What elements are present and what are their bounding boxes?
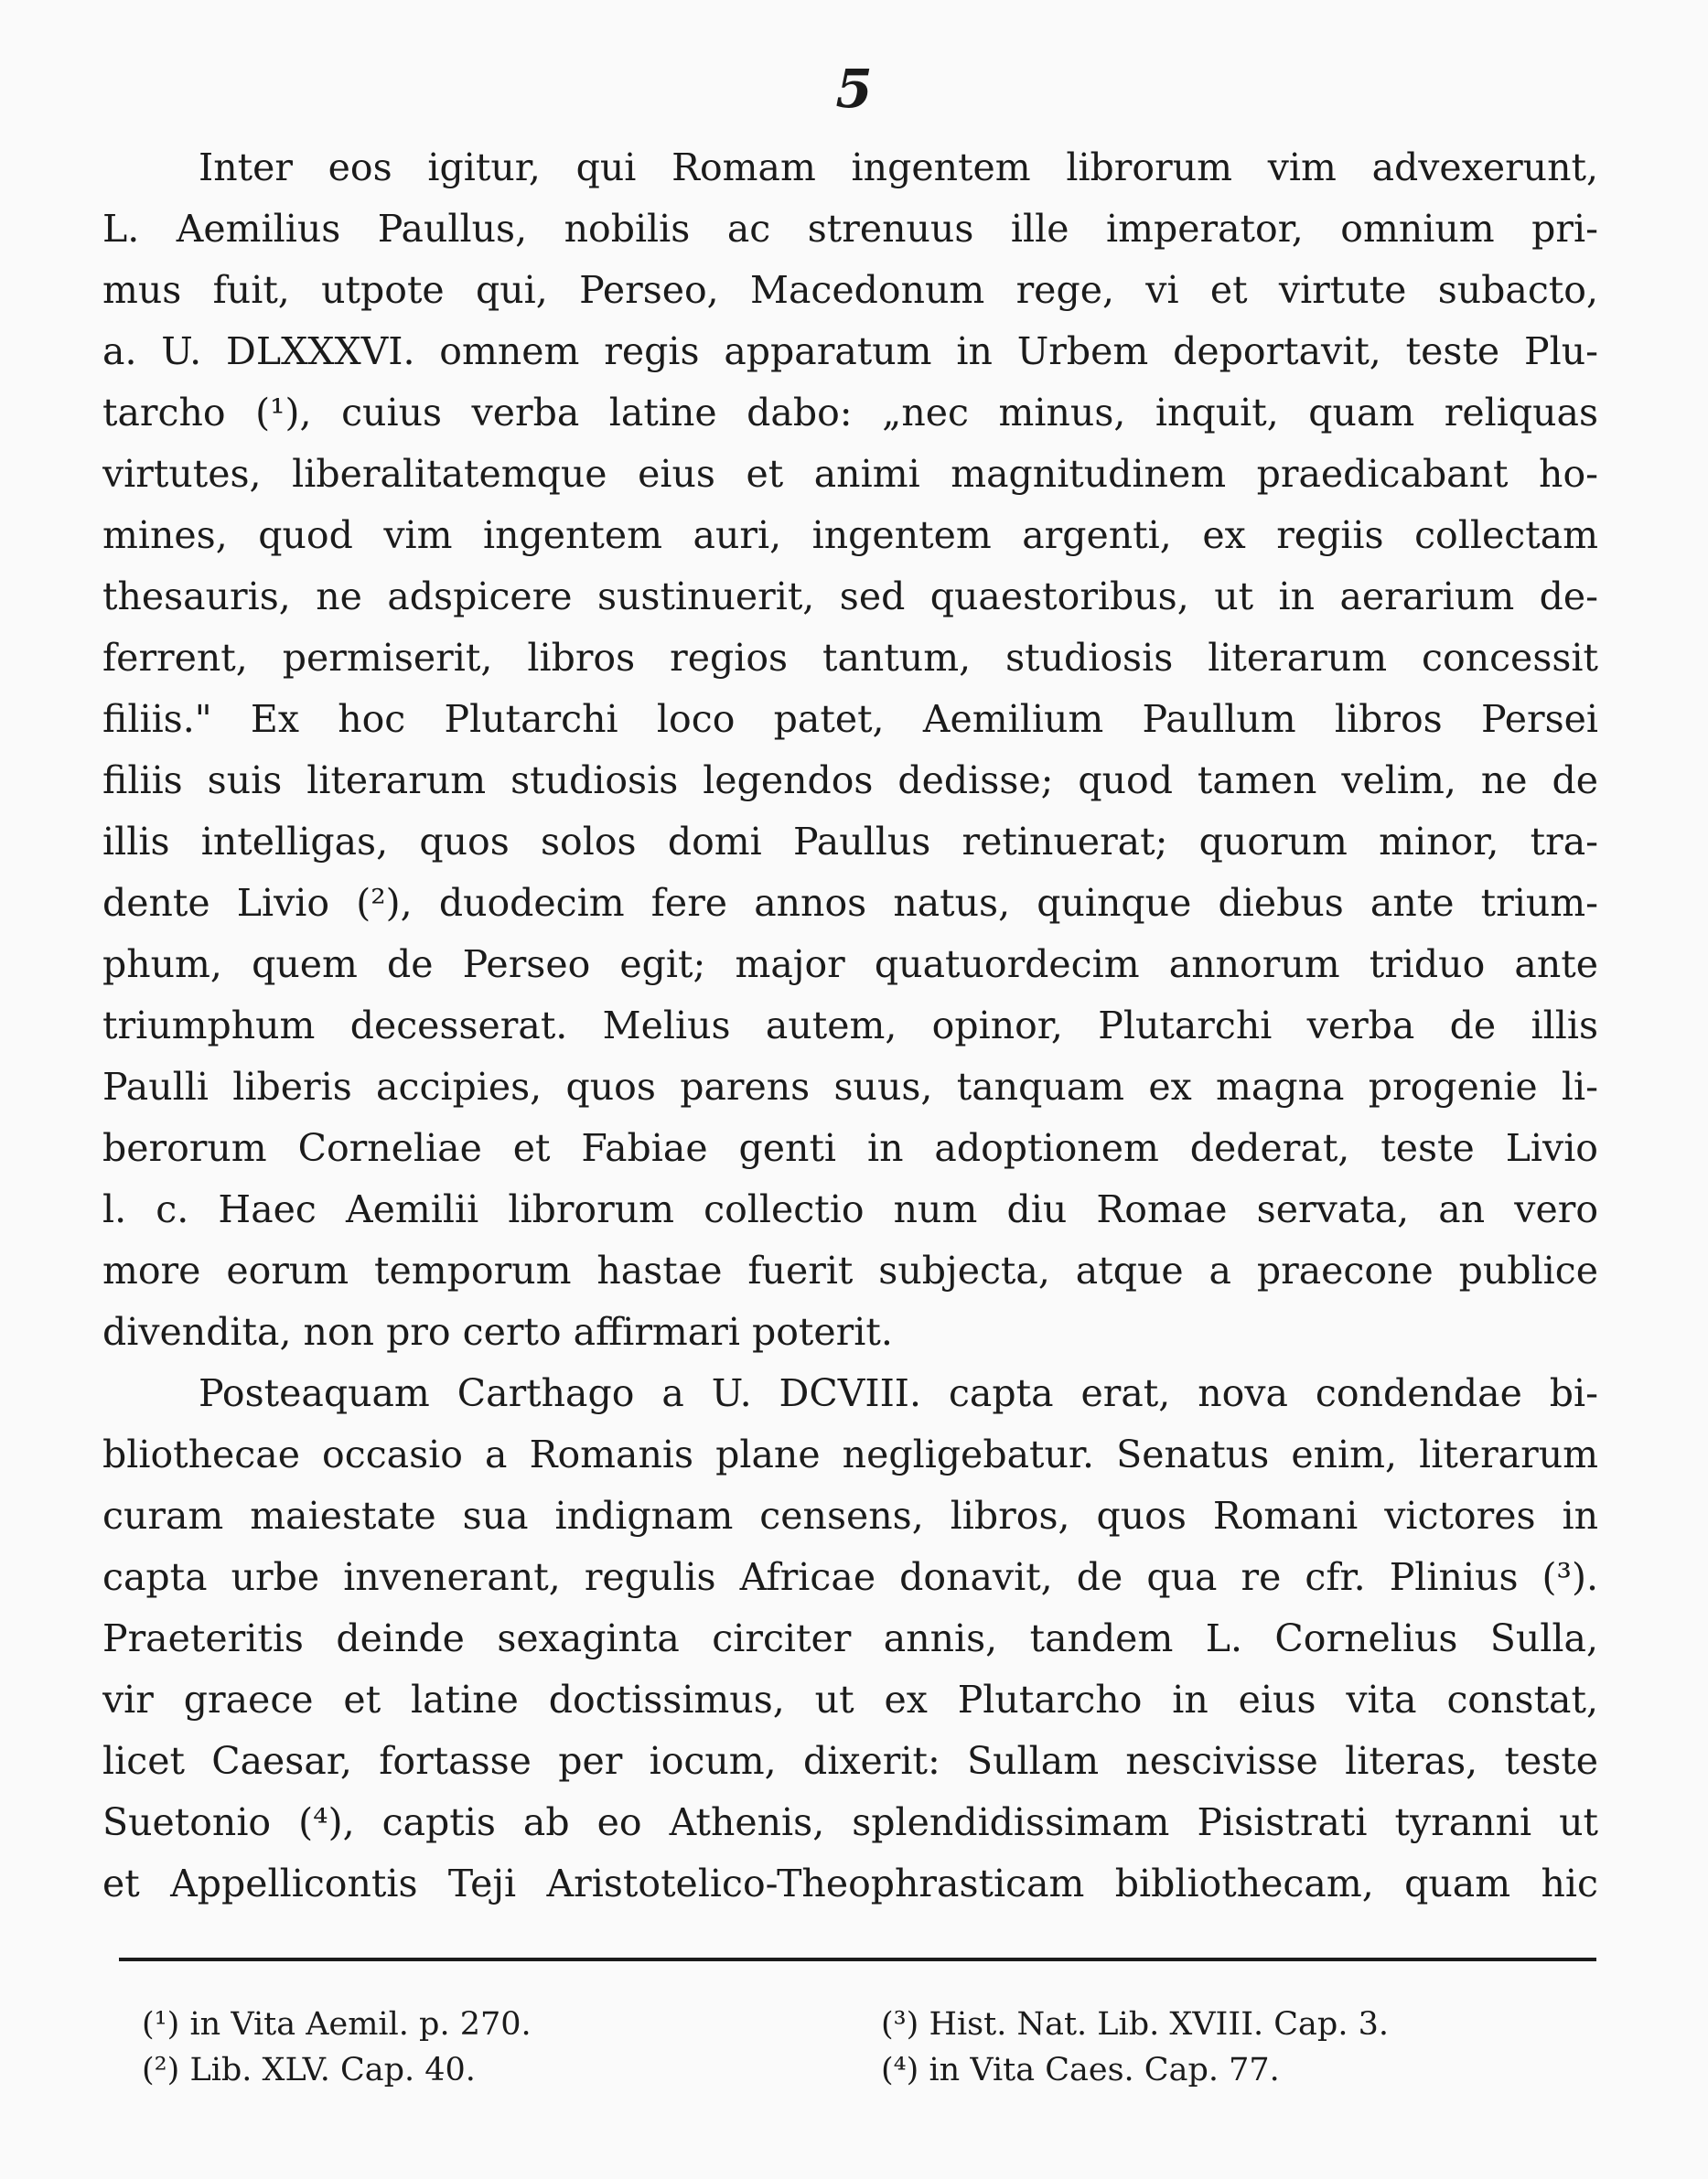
text-line: capta urbe invenerant, regulis Africae donavit, de qua re cfr. Plinius (³). <box>102 1555 1598 1599</box>
text-line: triumphum decesserat. Melius autem, opinor, Plutarchi verba de illis <box>102 1004 1598 1047</box>
text-line: vir graece et latine doctissimus, ut ex Plutarcho in eius vita constat, <box>102 1678 1598 1722</box>
text-line: mus fuit, utpote qui, Perseo, Macedonum rege, vi et virtute subacto, <box>102 268 1598 312</box>
text-line: licet Caesar, fortasse per iocum, dixerit: Sullam nescivisse literas, teste <box>102 1739 1598 1783</box>
text-line: tarcho (¹), cuius verba latine dabo: „nec minus, inquit, quam reliquas <box>102 391 1598 435</box>
text-line: curam maiestate sua indignam censens, libros, quos Romani victores in <box>102 1494 1598 1538</box>
text-line: Suetonio (⁴), captis ab eo Athenis, splendidissimam Pisistrati tyranni ut <box>102 1800 1598 1844</box>
text-line: thesauris, ne adspicere sustinuerit, sed quaestoribus, ut in aerarium de- <box>102 574 1598 618</box>
footnote: (²) Lib. XLV. Cap. 40. <box>142 2052 476 2088</box>
body-text <box>102 137 1598 1915</box>
text-line: virtutes, liberalitatemque eius et animi magnitudinem praedicabant ho- <box>102 452 1598 496</box>
text-line: bliothecae occasio a Romanis plane negligebatur. Senatus enim, literarum <box>102 1433 1598 1476</box>
text-line: a. U. DLXXXVI. omnem regis apparatum in Urbem deportavit, teste Plu- <box>102 329 1598 373</box>
text-line: dente Livio (²), duodecim fere annos natus, quinque diebus ante trium- <box>102 881 1598 925</box>
footnote: (⁴) in Vita Caes. Cap. 77. <box>881 2052 1280 2088</box>
text-line: et Appellicontis Teji Aristotelico-Theophrasticam bibliothecam, quam hic <box>102 1862 1598 1905</box>
footnotes-left-column <box>142 2002 837 2093</box>
text-line: Paulli liberis accipies, quos parens suus, tanquam ex magna progenie li- <box>102 1065 1598 1109</box>
footnote: (¹) in Vita Aemil. p. 270. <box>142 2006 532 2043</box>
text-line: divendita, non pro certo affirmari poterit. <box>102 1310 893 1354</box>
text-line: L. Aemilius Paullus, nobilis ac strenuus ille imperator, omnium pri- <box>102 207 1598 251</box>
text-line: l. c. Haec Aemilii librorum collectio num diu Romae servata, an vero <box>102 1187 1598 1231</box>
text-line: Posteaquam Carthago a U. DCVIII. capta erat, nova condendae bi- <box>199 1371 1598 1415</box>
footnote-divider <box>119 1958 1596 1961</box>
text-line: ferrent, permiserit, libros regios tantum, studiosis literarum concessit <box>102 636 1598 680</box>
text-line: berorum Corneliae et Fabiae genti in adoptionem dederat, teste Livio <box>102 1126 1598 1170</box>
text-line: Inter eos igitur, qui Romam ingentem librorum vim advexerunt, <box>199 145 1598 189</box>
footnotes-right-column <box>881 2002 1569 2093</box>
page-number: 5 <box>835 58 873 120</box>
text-line: filiis." Ex hoc Plutarchi loco patet, Aemilium Paullum libros Persei <box>102 697 1598 741</box>
text-line: phum, quem de Perseo egit; major quatuordecim annorum triduo ante <box>102 942 1598 986</box>
footnote: (³) Hist. Nat. Lib. XVIII. Cap. 3. <box>881 2006 1389 2043</box>
text-line: Praeteritis deinde sexaginta circiter annis, tandem L. Cornelius Sulla, <box>102 1616 1598 1660</box>
text-line: illis intelligas, quos solos domi Paullus retinuerat; quorum minor, tra- <box>102 820 1598 864</box>
text-line: more eorum temporum hastae fuerit subjecta, atque a praecone publice <box>102 1249 1598 1293</box>
text-line: filiis suis literarum studiosis legendos dedisse; quod tamen velim, ne de <box>102 758 1598 802</box>
text-line: mines, quod vim ingentem auri, ingentem argenti, ex regiis collectam <box>102 513 1598 557</box>
